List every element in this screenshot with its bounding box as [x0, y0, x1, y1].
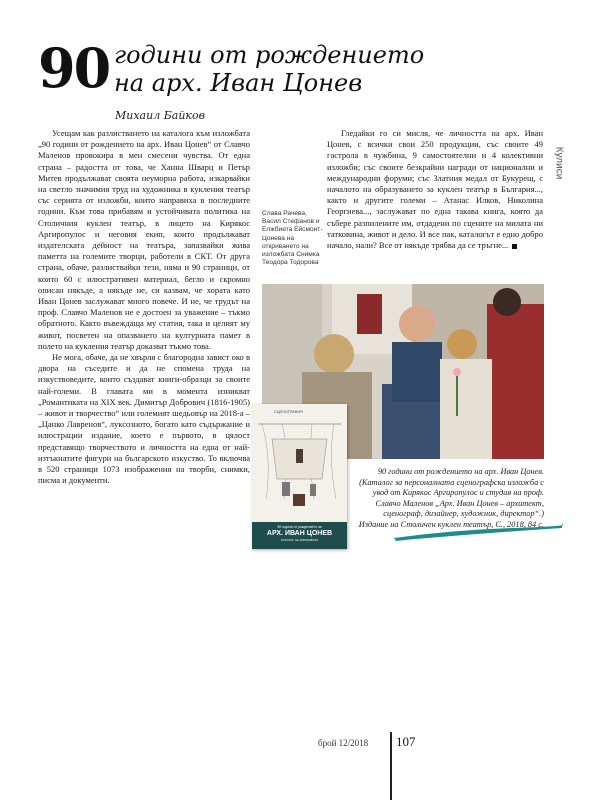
left-column — [38, 128, 250, 487]
section-label — [551, 128, 567, 198]
catalog-illustration — [252, 404, 347, 524]
end-of-article-mark — [512, 244, 517, 249]
title-number: 90 — [38, 36, 110, 100]
photo-side-caption: Слава Рачева, Васил Стефанов и Елжбиета Ейсмонт-Цонева на откриването на изложбата Снимка Теодора Тодорова — [262, 210, 323, 267]
article-title — [38, 36, 498, 110]
catalog-title-band — [252, 522, 347, 549]
footer-divider — [390, 732, 392, 800]
page-number: 107 — [396, 734, 416, 749]
title-line-2: на арх. Иван Цонев — [114, 69, 363, 97]
catalog-top-label: СЦЕНОГРАФИЯ — [274, 410, 303, 414]
catalog-footer: КАТАЛОГ НА ИЗЛОЖБАТА — [280, 537, 319, 542]
author-byline: Михаил Байков — [115, 109, 206, 122]
right-column — [327, 128, 543, 251]
catalog-name: АРХ. ИВАН ЦОНЕВ — [266, 529, 333, 537]
catalog-subtitle: 90 години от рождението на — [277, 525, 322, 529]
teal-brush-stroke — [392, 520, 564, 542]
paragraph — [327, 128, 543, 251]
issue-label: брой 12/2018 — [318, 738, 369, 748]
paragraph-text: Гледайки го си мисля, че личността на арх. Иван Цонев, с всички свои 250 продукции, със своите 49 гастрола в чужбина, 9 самостоятелни и 4 колективни изложби; със своите безкрайни награди от национални и международни форуми; със Златния медал от Букурещ, с началото на образуването за куклен театър в България..., както и другите големи – Атанас Илков, Николина Георгиева..., заслужават по една такава книга, която да събере разпилените им, отдадени по сцените на милата ни татковина, живот и дело. И все пак, каталогът е едно добро начало, нали? Все от някъде трябва да се тръгне... — [327, 128, 543, 251]
title-line-1: години от рождението — [114, 41, 425, 69]
paragraph: Не могa, обаче, да не хвърля с благородна завист око в двора на съседите и да не спомена труда на изкуствоведите, които създават книги-образци за своите най-големи. В главата ми в момента изникват „Романтиката на XIX век. Димитър Добрович (1816-1905) – живот и творчество“ или големият шедьовър на 2018-а – „Цанко Лавренов“, луксозното, богато като съдържание и илюстрации издание, което е първото, в цялост представящо творчеството и личността на една от най-изтъкнатите фигури на българското изкуство. То включва в 520 страници 1073 изображения на творби, снимки, писма и документи. — [38, 352, 250, 486]
catalog-cover — [252, 404, 347, 549]
paragraph: Усещам как разлистването на каталога към изложбата „90 години от рождението на арх. Иван Цонев“ от Славчо Маленов провокира в мен смесени чувства. От една страна – радостта от това, че Ханна Шварц и Петър Митев продължават своята неуморна работа, изкарвайки на светло значимия труд на художника в кукления театър със серията от изложби, които направиха в последните години. Към това прибавям и устойчивата политика на Столичния куклен театър, в лицето на Кирякос Аргиропулос и неговия екип, които продължават издателската дейност на театъра, запазвайки жива паметта на големите творци, работели в СКТ. От друга страна, обаче, разлиствайки тези, няма и 90 страници, от които 60 с илюстративен материал, бегло и скромно описан някъде, а някъде не, си казвам, че хората като Иван Цонев заслужават много повече. И не, че трудът на проф. Славчо Маленов не е достоен за уважение – тъкмо обратното. Както въвеждаща му статия, така и целият му живот, посветен на опазването на културната памет в полето на кукления театър доказват тъкмо това. — [38, 128, 250, 351]
catalog-caption: 90 години от рождението на арх. Иван Цонев. (Каталог за персоналната сценографска изложба с увод от Кирякос Аргиропулос и студия на проф. Славчо Маленов „Арх. Иван Цонев – архитект, сценограф, дизайнер, художник, директор“.) Издание на Столичен куклен театър, С., 2018, 84 с. — [358, 467, 544, 529]
section-label-text: Кулиси — [553, 146, 565, 180]
